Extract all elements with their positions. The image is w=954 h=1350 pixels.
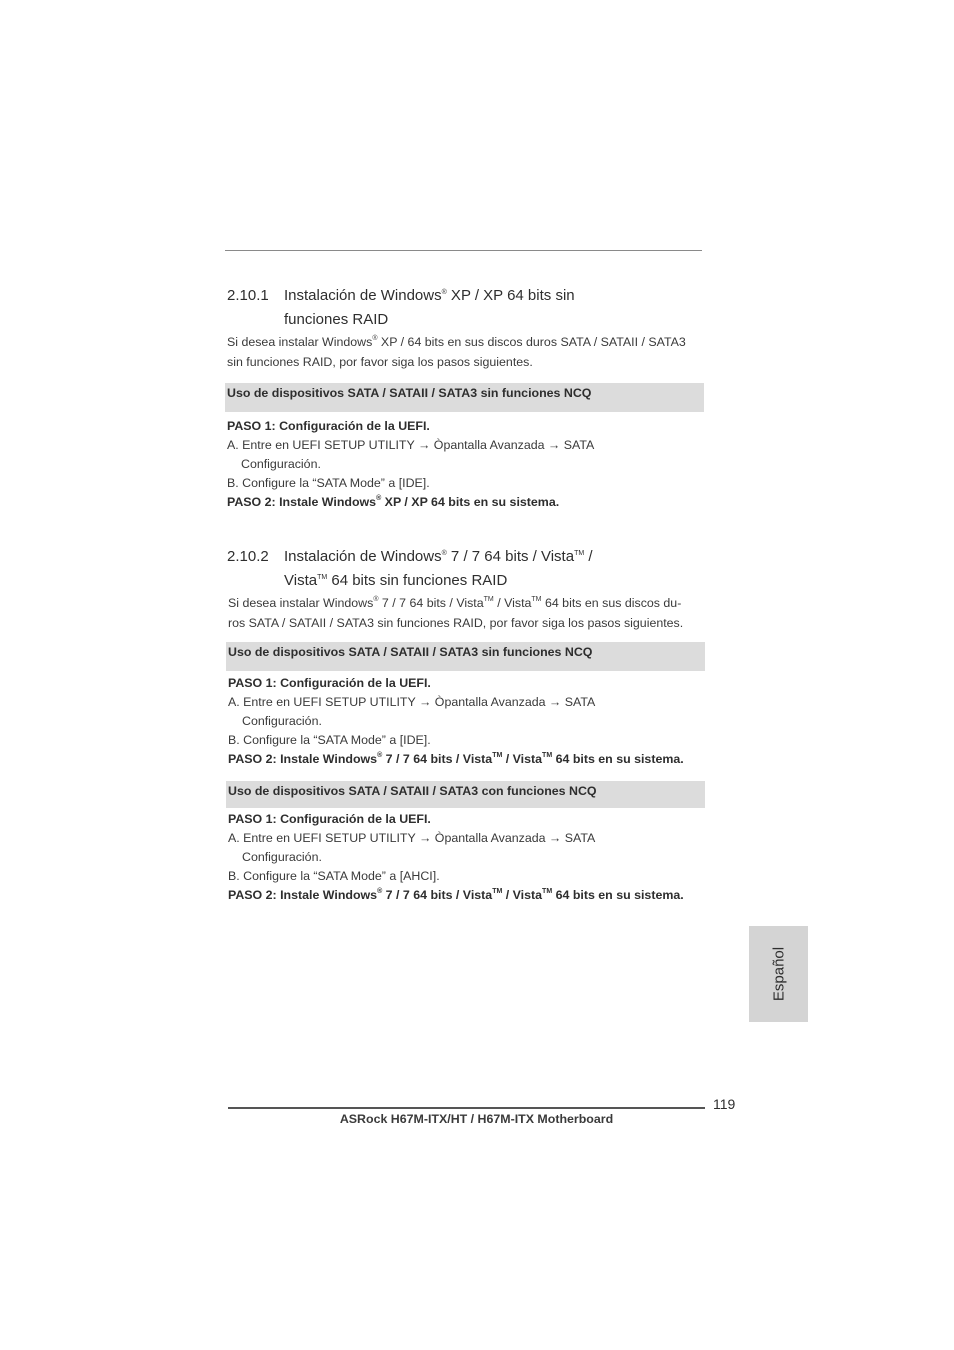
language-side-tab-label: Español [770, 946, 787, 1002]
section-2-10-1-heading-line2: funciones RAID [284, 311, 389, 328]
section-2-10-2-heading: 2.10.2 Instalación de Windows® 7 / 7 64 bits / Vista™ / [227, 548, 593, 565]
footer-product-name: ASRock H67M-ITX/HT / H67M-ITX Motherboard [339, 1112, 614, 1126]
section-2-10-1-intro: Si desea instalar Windows® XP / 64 bits en sus discos duros SATA / SATAII / SATA3 sin funciones RAID, por favor siga los pasos siguientes. [227, 335, 686, 369]
language-side-tab [749, 926, 808, 1022]
section-2-10-2-bar-no-ncq: Uso de dispositivos SATA / SATAII / SATA3 sin funciones NCQ [226, 642, 705, 671]
section-2-10-2-steps-ncq: PASO 1: Configuración de la UEFI. A. Entre en UEFI SETUP UTILITY → Òpantalla Avanzada → SATA Configuración. B. Configure la “SATA Mode” a [AHCI]. PASO 2: Instale Windows® 7 / 7 64 bits / Vista™ / Vista™ 64 bits en su sistema. [228, 812, 684, 902]
section-2-10-1-steps: PASO 1: Configuración de la UEFI. A. Entre en UEFI SETUP UTILITY → Òpantalla Avanzada → SATA Configuración. B. Configure la “SATA Mode” a [IDE]. PASO 2: Instale Windows® XP / XP 64 bits en su sistema. [227, 419, 595, 509]
page-number: 119 [713, 1096, 736, 1112]
bottom-divider [228, 1107, 705, 1109]
section-2-10-2-bar-ncq: Uso de dispositivos SATA / SATAII / SATA3 con funciones NCQ [226, 781, 705, 808]
top-divider [225, 250, 702, 251]
section-2-10-2-steps-no-ncq: PASO 1: Configuración de la UEFI. A. Entre en UEFI SETUP UTILITY → Òpantalla Avanzada → SATA Configuración. B. Configure la “SATA Mode” a [IDE]. PASO 2: Instale Windows® 7 / 7 64 bits / Vista™ / Vista™ 64 bits en su sistema. [228, 676, 684, 766]
section-2-10-1-heading: 2.10.1 Instalación de Windows® XP / XP 64 bits sin [227, 287, 575, 304]
section-2-10-2-intro: Si desea instalar Windows® 7 / 7 64 bits / Vista™ / Vista™ 64 bits en sus discos du- ros SATA / SATAII / SATA3 sin funciones RAID, por favor siga los pasos siguientes. [228, 596, 684, 630]
section-2-10-2-heading-line2: Vista™ 64 bits sin funciones RAID [284, 572, 508, 589]
section-2-10-1-bar: Uso de dispositivos SATA / SATAII / SATA3 sin funciones NCQ [225, 383, 704, 412]
